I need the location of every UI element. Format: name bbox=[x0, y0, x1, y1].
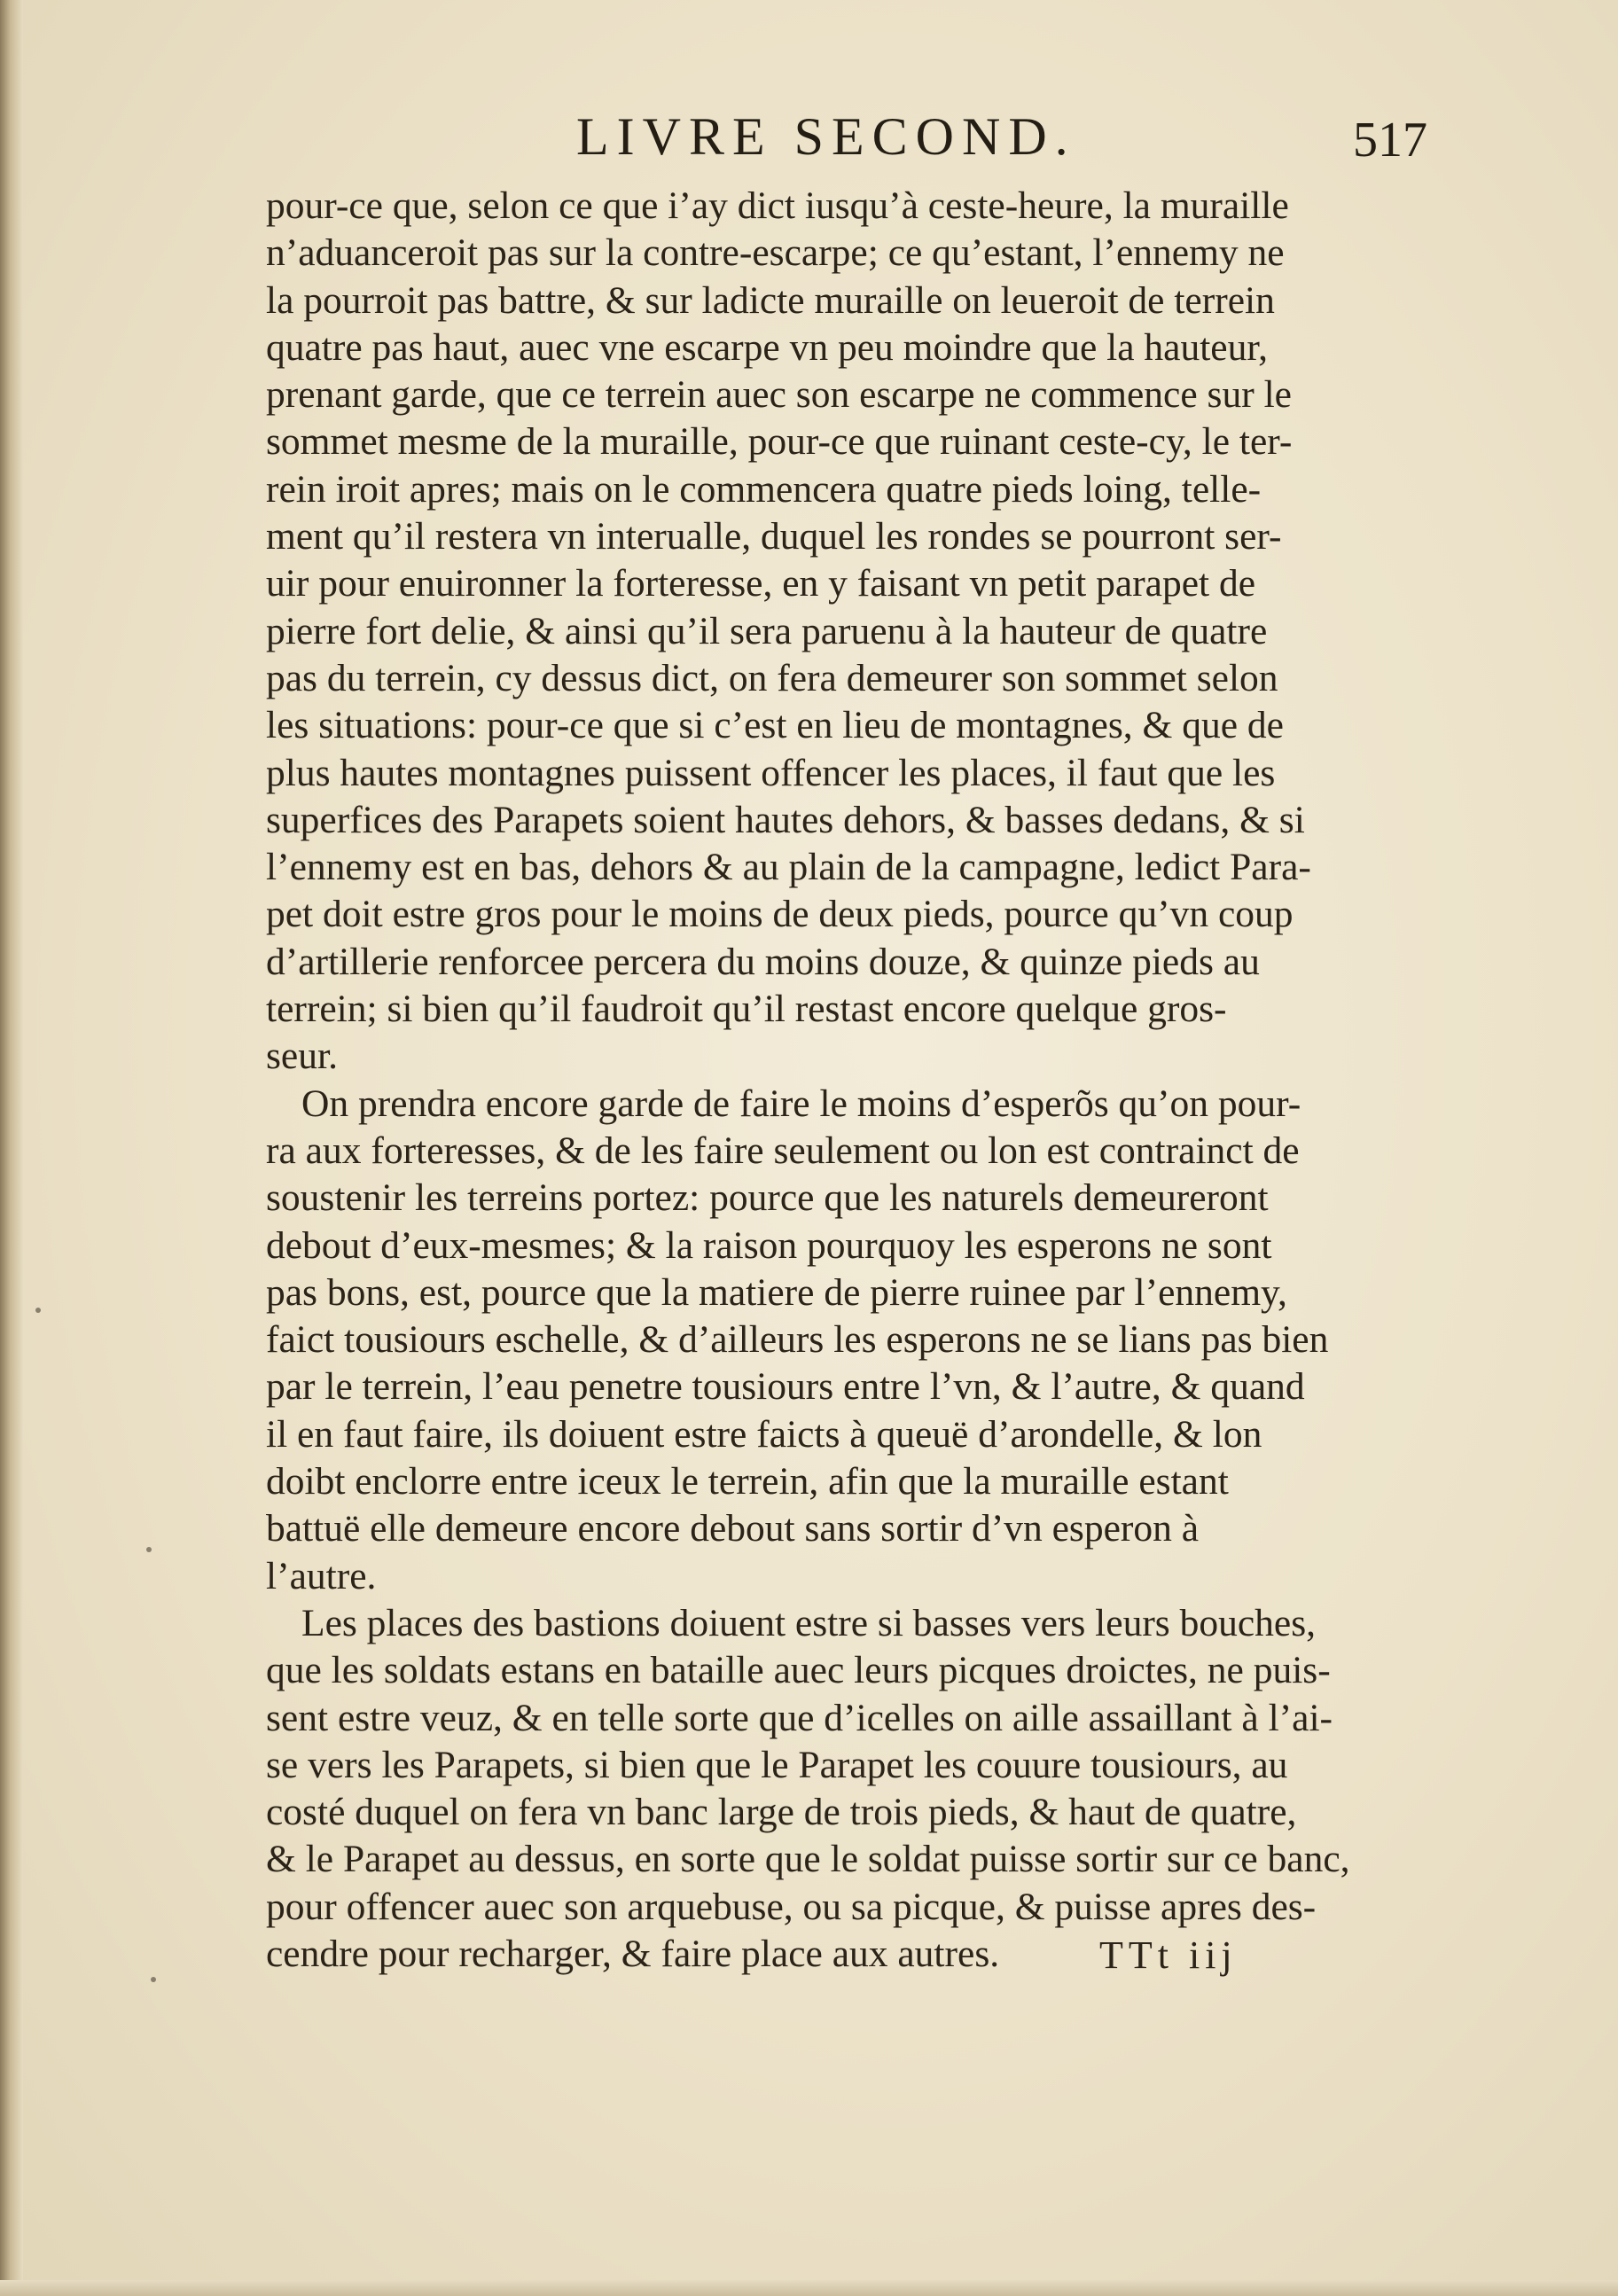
text-line: debout d’eux-mesmes; & la raison pourquoy les esperons ne sont bbox=[266, 1223, 1272, 1267]
paragraph bbox=[266, 1081, 1427, 1600]
paragraph bbox=[266, 183, 1427, 1081]
text-line: On prendra encore garde de faire le moins d’esperõs qu’on pour- bbox=[301, 1082, 1301, 1125]
ink-spot bbox=[146, 1547, 152, 1552]
text-line: les situations: pour-ce que si c’est en lieu de montagnes, & que de bbox=[266, 704, 1284, 747]
text-line: doibt enclorre entre iceux le terrein, afin que la muraille estant bbox=[266, 1460, 1229, 1503]
text-line: prenant garde, que ce terrein auec son escarpe ne commence sur le bbox=[266, 373, 1292, 417]
page-header bbox=[266, 106, 1454, 177]
text-line: pour offencer auec son arquebuse, ou sa picque, & puisse apres des- bbox=[266, 1885, 1317, 1928]
text-line: cendre pour recharger, & faire place aux autres. bbox=[266, 1932, 1000, 1975]
text-line: pour-ce que, selon ce que i’ay dict iusqu’à ceste-heure, la muraille bbox=[266, 184, 1289, 227]
text-line: sent estre veuz, & en telle sorte que d’icelles on aille assaillant à l’ai- bbox=[266, 1696, 1333, 1739]
body-text bbox=[266, 183, 1427, 1978]
text-line: l’ennemy est en bas, dehors & au plain de la campagne, ledict Para- bbox=[266, 846, 1311, 889]
text-line: quatre pas haut, auec vne escarpe vn peu moindre que la hauteur, bbox=[266, 325, 1268, 369]
text-line: seur. bbox=[266, 1035, 338, 1078]
text-line: superfices des Parapets soient hautes dehors, & basses dedans, & si bbox=[266, 798, 1305, 841]
text-line: la pourroit pas battre, & sur ladicte muraille on leueroit de terrein bbox=[266, 278, 1275, 322]
text-line: n’aduanceroit pas sur la contre-escarpe; ce qu’estant, l’ennemy ne bbox=[266, 231, 1285, 275]
signature-mark: TTt iij bbox=[1099, 1933, 1238, 1977]
page-number: 517 bbox=[1353, 113, 1427, 168]
ink-spot bbox=[151, 1977, 156, 1982]
text-line: plus hautes montagnes puissent offencer les places, il faut que les bbox=[266, 751, 1276, 794]
text-line: l’autre. bbox=[266, 1554, 377, 1597]
paragraph bbox=[266, 1600, 1427, 1978]
page-gutter-edge bbox=[0, 0, 23, 2296]
text-line: faict tousiours eschelle, & d’ailleurs les esperons ne se lians pas bien bbox=[266, 1318, 1329, 1362]
running-head: LIVRE SECOND. bbox=[576, 107, 1076, 166]
text-line: soustenir les terreins portez: pource que les naturels demeureront bbox=[266, 1176, 1269, 1220]
text-line: terrein; si bien qu’il faudroit qu’il restast encore quelque gros- bbox=[266, 988, 1227, 1031]
text-line: sommet mesme de la muraille, pour-ce que ruinant ceste-cy, le ter- bbox=[266, 420, 1293, 464]
text-line: ra aux forteresses, & de les faire seulement ou lon est contrainct de bbox=[266, 1128, 1300, 1172]
text-line: que les soldats estans en bataille auec leurs picques droictes, ne puis- bbox=[266, 1649, 1331, 1692]
ink-spot bbox=[35, 1308, 41, 1313]
text-line: pas du terrein, cy dessus dict, on fera demeurer son sommet selon bbox=[266, 656, 1278, 699]
text-line: battuë elle demeure encore debout sans sortir d’vn esperon à bbox=[266, 1507, 1200, 1550]
text-line: se vers les Parapets, si bien que le Parapet les couure tousiours, au bbox=[266, 1743, 1288, 1786]
text-line: costé duquel on fera vn banc large de trois pieds, & haut de quatre, bbox=[266, 1791, 1297, 1834]
text-line: ment qu’il restera vn interualle, duquel les rondes se pourront ser- bbox=[266, 515, 1282, 558]
page-bottom-edge bbox=[0, 2280, 1618, 2296]
text-line: Les places des bastions doiuent estre si basses vers leurs bouches, bbox=[301, 1601, 1317, 1644]
text-line: d’artillerie renforcee percera du moins douze, & quinze pieds au bbox=[266, 940, 1260, 983]
text-line: & le Parapet au dessus, en sorte que le soldat puisse sortir sur ce banc, bbox=[266, 1838, 1350, 1881]
text-line: uir pour enuironner la forteresse, en y faisant vn petit parapet de bbox=[266, 562, 1256, 605]
text-line: par le terrein, l’eau penetre tousiours entre l’vn, & l’autre, & quand bbox=[266, 1365, 1305, 1409]
text-line: pierre fort delie, & ainsi qu’il sera paruenu à la hauteur de quatre bbox=[266, 609, 1268, 652]
text-line: rein iroit apres; mais on le commencera quatre pieds loing, telle- bbox=[266, 467, 1262, 511]
text-line: pas bons, est, pource que la matiere de pierre ruinee par l’ennemy, bbox=[266, 1270, 1287, 1314]
text-line: il en faut faire, ils doiuent estre faicts à queuë d’arondelle, & lon bbox=[266, 1412, 1262, 1456]
text-line: pet doit estre gros pour le moins de deux pieds, pource qu’vn coup bbox=[266, 893, 1294, 936]
